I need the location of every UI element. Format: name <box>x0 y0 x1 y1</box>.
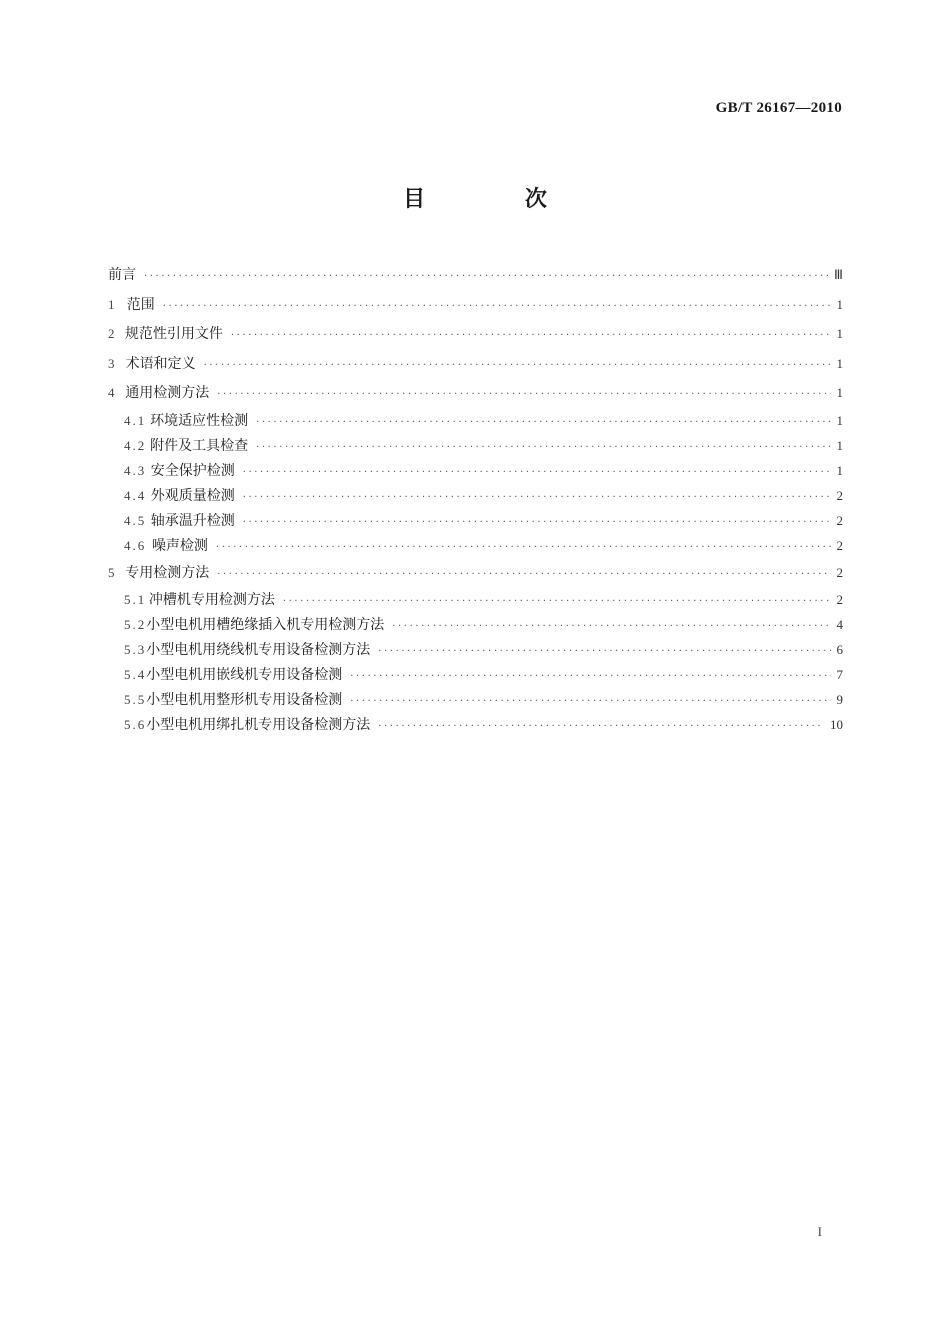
toc-entry-number: 5.5 <box>124 692 147 707</box>
toc-entry-number: 4.4 <box>124 487 147 503</box>
toc-entry-number: 4.6 <box>124 537 147 553</box>
toc-entry-page: 1 <box>836 412 843 428</box>
toc-entry-number: 5 <box>108 564 116 580</box>
table-of-contents <box>108 260 843 737</box>
leader-dots <box>216 535 831 560</box>
toc-entry-label: 小型电机用嵌线机专用设备检测 <box>146 667 343 683</box>
toc-entry-page: 1 <box>836 326 843 341</box>
toc-entry-page: 2 <box>836 487 843 503</box>
leader-dots <box>231 321 831 346</box>
toc-entry-page: 1 <box>836 437 843 453</box>
toc-entry-foreword[interactable] <box>108 260 843 290</box>
toc-entry-1[interactable] <box>108 290 843 320</box>
toc-entry-number: 5.4 <box>124 667 147 682</box>
toc-entry-label: 小型电机用绑扎机专用设备检测方法 <box>146 717 371 733</box>
toc-entry-label: 外观质量检测 <box>150 487 235 504</box>
leader-dots <box>163 292 831 317</box>
toc-entry-5-4[interactable] <box>108 662 843 687</box>
toc-entry-number: 3 <box>108 355 116 371</box>
toc-entry-3[interactable] <box>108 349 843 379</box>
toc-entry-4-1[interactable] <box>108 408 843 433</box>
toc-entry-number: 5.2 <box>124 617 147 632</box>
leader-dots <box>378 714 824 739</box>
leader-dots <box>243 460 831 485</box>
toc-entry-number: 4.1 <box>124 412 147 428</box>
toc-entry-page: Ⅲ <box>834 267 843 282</box>
toc-entry-page: 2 <box>836 512 843 528</box>
leader-dots <box>256 435 830 460</box>
toc-entry-label: 前言 <box>108 267 136 283</box>
toc-entry-label: 小型电机用整形机专用设备检测 <box>146 692 343 708</box>
toc-entry-4-3[interactable] <box>108 458 843 483</box>
leader-dots <box>243 485 831 510</box>
leader-dots <box>217 380 830 405</box>
leader-dots <box>204 351 831 376</box>
toc-entry-label: 规范性引用文件 <box>124 326 223 342</box>
toc-entry-label: 小型电机用绕线机专用设备检测方法 <box>146 642 371 658</box>
toc-entry-label: 安全保护检测 <box>150 462 235 479</box>
toc-entry-label: 小型电机用槽绝缘插入机专用检测方法 <box>146 617 385 633</box>
toc-entry-page: 2 <box>836 592 843 607</box>
toc-entry-label: 环境适应性检测 <box>150 412 249 429</box>
toc-entry-page: 2 <box>836 564 843 580</box>
toc-entry-5-6[interactable] <box>108 712 843 737</box>
toc-entry-number: 5.3 <box>124 642 147 657</box>
leader-dots <box>378 639 830 664</box>
toc-entry-number: 4.3 <box>124 462 147 478</box>
toc-entry-5-3[interactable] <box>108 637 843 662</box>
toc-entry-5-2[interactable] <box>108 612 843 637</box>
leader-dots <box>256 410 830 435</box>
toc-entry-number: 4.2 <box>124 437 147 453</box>
toc-entry-page: 2 <box>836 537 843 553</box>
leader-dots <box>283 589 831 614</box>
standard-code: GB/T 26167—2010 <box>715 100 842 116</box>
toc-entry-label: 专用检测方法 <box>125 564 210 581</box>
toc-entry-number: 5.1 <box>124 592 147 607</box>
toc-entry-label: 轴承温升检测 <box>150 512 235 529</box>
toc-entry-5-1[interactable] <box>108 587 843 612</box>
toc-entry-label: 通用检测方法 <box>125 385 210 401</box>
toc-entry-4-4[interactable] <box>108 483 843 508</box>
toc-entry-page: 1 <box>836 355 843 371</box>
page-folio: I <box>817 1224 822 1239</box>
toc-entry-5-5[interactable] <box>108 687 843 712</box>
leader-dots <box>350 664 830 689</box>
leader-dots <box>392 614 830 639</box>
toc-entry-page: 1 <box>836 296 843 312</box>
leader-dots <box>144 262 828 287</box>
toc-entry-2[interactable] <box>108 319 843 349</box>
toc-entry-label: 噪声检测 <box>151 537 208 554</box>
toc-entry-page: 1 <box>836 385 843 400</box>
toc-entry-page: 9 <box>836 692 843 707</box>
toc-entry-number: 4 <box>108 385 116 400</box>
toc-entry-label: 附件及工具检查 <box>150 437 249 454</box>
leader-dots <box>217 560 830 585</box>
toc-entry-label: 范围 <box>126 296 155 313</box>
toc-entry-number: 2 <box>108 326 116 341</box>
toc-entry-4-2[interactable] <box>108 433 843 458</box>
toc-entry-number: 1 <box>108 296 116 312</box>
toc-entry-number: 4.5 <box>124 512 147 528</box>
toc-entry-page: 7 <box>836 667 843 682</box>
toc-entry-label: 术语和定义 <box>125 355 196 372</box>
toc-entry-4-6[interactable] <box>108 533 843 558</box>
toc-entry-label: 冲槽机专用检测方法 <box>148 592 275 608</box>
toc-entry-5[interactable] <box>108 558 843 588</box>
toc-entry-page: 6 <box>836 642 843 657</box>
toc-entry-4-5[interactable] <box>108 508 843 533</box>
leader-dots <box>243 510 831 535</box>
toc-entry-4[interactable] <box>108 378 843 408</box>
leader-dots <box>350 689 830 714</box>
page-title: 目 次 <box>403 187 593 212</box>
toc-entry-page: 1 <box>836 462 843 478</box>
toc-entry-number: 5.6 <box>124 717 147 732</box>
toc-entry-page: 10 <box>830 717 843 732</box>
toc-entry-page: 4 <box>836 617 843 632</box>
